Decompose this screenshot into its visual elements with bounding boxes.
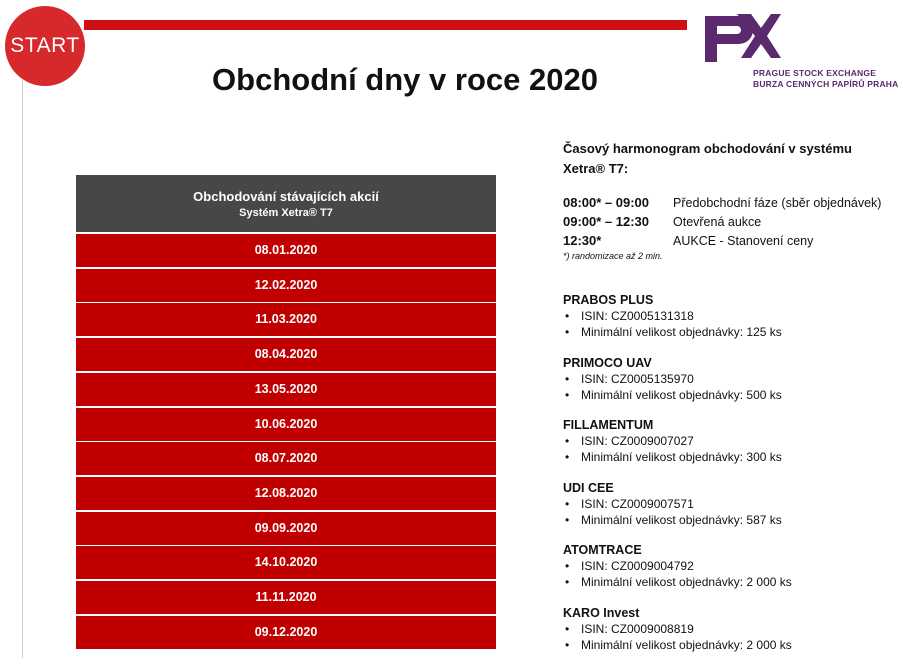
list-item (563, 542, 903, 605)
bullet-icon: • (565, 449, 581, 465)
list-item (563, 355, 903, 418)
stock-isin-text: ISIN: CZ0009008819 (581, 622, 694, 636)
px-logo-line1: PRAGUE STOCK EXCHANGE (753, 68, 898, 79)
stock-name: ATOMTRACE (563, 542, 903, 558)
px-logo-icon (701, 10, 781, 66)
trading-days-table (76, 234, 496, 650)
stock-name: PRABOS PLUS (563, 292, 903, 308)
stock-min-order (563, 449, 903, 465)
stock-name: UDI CEE (563, 480, 903, 496)
schedule-time: 12:30* (563, 231, 673, 250)
schedule-desc: Otevřená aukce (673, 215, 761, 229)
stock-min-order-text: Minimální velikost objednávky: 2 000 ks (581, 638, 792, 652)
stock-isin-text: ISIN: CZ0009007027 (581, 434, 694, 448)
stock-list (563, 292, 903, 667)
bullet-icon: • (565, 558, 581, 574)
stock-isin (563, 496, 903, 512)
bullet-icon: • (565, 496, 581, 512)
stock-min-order (563, 512, 903, 528)
bullet-icon: • (565, 387, 581, 403)
stock-isin-text: ISIN: CZ0009007571 (581, 497, 694, 511)
stock-isin (563, 433, 903, 449)
bullet-icon: • (565, 308, 581, 324)
stock-min-order-text: Minimální velikost objednávky: 587 ks (581, 513, 782, 527)
schedule-item (563, 231, 903, 250)
top-red-bar (84, 20, 687, 30)
schedule-note: *) randomizace až 2 min. (563, 251, 903, 261)
px-logo-line2: BURZA CENNÝCH PAPÍRŮ PRAHA (753, 79, 898, 90)
schedule-title (563, 139, 903, 179)
stock-isin (563, 558, 903, 574)
bullet-icon: • (565, 371, 581, 387)
stock-min-order (563, 387, 903, 403)
table-row: 11.03.2020 (76, 303, 496, 336)
stock-isin-text: ISIN: CZ0005135970 (581, 372, 694, 386)
schedule-desc: Předobchodní fáze (sběr objednávek) (673, 196, 881, 210)
stock-isin-text: ISIN: CZ0005131318 (581, 309, 694, 323)
table-header-subtitle: Systém Xetra® T7 (76, 207, 496, 219)
table-row: 08.04.2020 (76, 338, 496, 371)
table-row: 08.01.2020 (76, 234, 496, 267)
schedule-list (563, 193, 903, 261)
bullet-icon: • (565, 637, 581, 653)
schedule-title-line1: Časový harmonogram obchodování v systému (563, 139, 903, 159)
stock-isin-text: ISIN: CZ0009004792 (581, 559, 694, 573)
table-row: 12.08.2020 (76, 477, 496, 510)
bullet-icon: • (565, 574, 581, 590)
stock-min-order-text: Minimální velikost objednávky: 500 ks (581, 388, 782, 402)
table-row: 08.07.2020 (76, 442, 496, 475)
schedule-time: 08:00* – 09:00 (563, 193, 673, 212)
stock-name: PRIMOCO UAV (563, 355, 903, 371)
list-item (563, 292, 903, 355)
schedule-time: 09:00* – 12:30 (563, 212, 673, 231)
bullet-icon: • (565, 324, 581, 340)
list-item (563, 480, 903, 543)
stock-min-order (563, 574, 903, 590)
page-title: Obchodní dny v roce 2020 (0, 62, 810, 98)
bullet-icon: • (565, 512, 581, 528)
stock-isin (563, 308, 903, 324)
table-row: 09.12.2020 (76, 616, 496, 649)
stock-name: KARO Invest (563, 605, 903, 621)
table-header (76, 175, 496, 232)
left-divider (22, 80, 23, 658)
schedule-title-line2: Xetra® T7: (563, 159, 903, 179)
table-row: 09.09.2020 (76, 512, 496, 545)
schedule-item (563, 193, 903, 212)
stock-isin (563, 371, 903, 387)
table-row: 12.02.2020 (76, 269, 496, 302)
table-row: 11.11.2020 (76, 581, 496, 614)
stock-min-order-text: Minimální velikost objednávky: 300 ks (581, 450, 782, 464)
schedule-desc: AUKCE - Stanovení ceny (673, 234, 813, 248)
stock-min-order (563, 324, 903, 340)
table-row: 13.05.2020 (76, 373, 496, 406)
bullet-icon: • (565, 433, 581, 449)
table-header-title: Obchodování stávajících akcií (76, 189, 496, 204)
schedule-item (563, 212, 903, 231)
stock-min-order-text: Minimální velikost objednávky: 125 ks (581, 325, 782, 339)
start-logo-text: START (5, 34, 85, 58)
table-row: 10.06.2020 (76, 408, 496, 441)
bullet-icon: • (565, 621, 581, 637)
schedule-panel (563, 139, 903, 261)
table-row: 14.10.2020 (76, 546, 496, 579)
stock-isin (563, 621, 903, 637)
stock-min-order (563, 637, 903, 653)
stock-min-order-text: Minimální velikost objednávky: 2 000 ks (581, 575, 792, 589)
stock-name: FILLAMENTUM (563, 417, 903, 433)
list-item (563, 417, 903, 480)
